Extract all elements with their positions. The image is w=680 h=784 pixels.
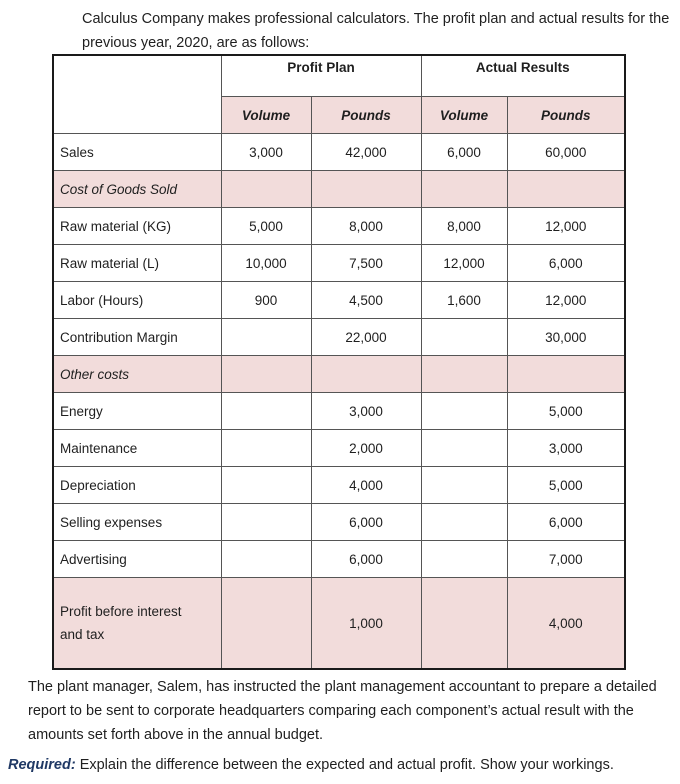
plan-volume-cell [221, 578, 311, 670]
actual-volume-cell: 6,000 [421, 134, 507, 171]
plan-volume-cell: 900 [221, 282, 311, 319]
plan-volume-cell [221, 541, 311, 578]
table-row-labor-hours [53, 282, 625, 319]
plan-pounds-cell: 6,000 [311, 504, 421, 541]
empty-corner-cell [53, 55, 221, 134]
plan-volume-cell [221, 430, 311, 467]
profit-plan-table [52, 54, 626, 670]
row-label: Sales [53, 134, 221, 171]
row-label: Advertising [53, 541, 221, 578]
actual-volume-cell [421, 578, 507, 670]
table-row-advertising [53, 541, 625, 578]
plan-pounds-cell: 7,500 [311, 245, 421, 282]
plan-volume-cell: 3,000 [221, 134, 311, 171]
plan-pounds-cell [311, 171, 421, 208]
required-line [8, 757, 614, 773]
actual-pounds-cell [507, 171, 625, 208]
plan-volume-header: Volume [221, 97, 311, 134]
table-row-maintenance [53, 430, 625, 467]
plan-volume-cell [221, 171, 311, 208]
row-label: Labor (Hours) [53, 282, 221, 319]
plan-volume-cell: 5,000 [221, 208, 311, 245]
row-label: Selling expenses [53, 504, 221, 541]
row-label: Raw material (L) [53, 245, 221, 282]
table-row-profit-before-interest-and-tax [53, 578, 625, 670]
actual-pounds-cell: 5,000 [507, 393, 625, 430]
actual-volume-cell [421, 504, 507, 541]
row-label [53, 578, 221, 670]
plan-volume-cell: 10,000 [221, 245, 311, 282]
row-label: Depreciation [53, 467, 221, 504]
actual-volume-cell [421, 467, 507, 504]
row-label: Contribution Margin [53, 319, 221, 356]
plan-volume-cell [221, 393, 311, 430]
row-label: Maintenance [53, 430, 221, 467]
table-row-raw-material-kg [53, 208, 625, 245]
actual-pounds-cell: 5,000 [507, 467, 625, 504]
actual-volume-cell: 12,000 [421, 245, 507, 282]
table-row-cost-of-goods-sold [53, 171, 625, 208]
table-group-header-row [53, 55, 625, 97]
plan-pounds-header: Pounds [311, 97, 421, 134]
plan-pounds-cell: 3,000 [311, 393, 421, 430]
plan-pounds-cell: 8,000 [311, 208, 421, 245]
actual-pounds-cell: 3,000 [507, 430, 625, 467]
plan-pounds-cell: 22,000 [311, 319, 421, 356]
plan-pounds-cell: 2,000 [311, 430, 421, 467]
table-row-depreciation [53, 467, 625, 504]
actual-volume-cell [421, 171, 507, 208]
plan-volume-cell [221, 319, 311, 356]
row-label: Energy [53, 393, 221, 430]
plan-pounds-cell: 1,000 [311, 578, 421, 670]
actual-pounds-cell: 6,000 [507, 504, 625, 541]
actual-pounds-cell: 7,000 [507, 541, 625, 578]
actual-volume-cell [421, 393, 507, 430]
table-row-selling-expenses [53, 504, 625, 541]
actual-volume-cell [421, 541, 507, 578]
actual-pounds-cell [507, 356, 625, 393]
actual-pounds-cell: 30,000 [507, 319, 625, 356]
plan-volume-cell [221, 356, 311, 393]
actual-pounds-cell: 12,000 [507, 208, 625, 245]
plan-volume-cell [221, 504, 311, 541]
actual-pounds-cell: 4,000 [507, 578, 625, 670]
actual-pounds-cell: 6,000 [507, 245, 625, 282]
row-label: Raw material (KG) [53, 208, 221, 245]
actual-results-header: Actual Results [421, 55, 625, 97]
required-text: Explain the difference between the expected and actual profit. Show your workings. [75, 757, 614, 773]
plan-pounds-cell: 6,000 [311, 541, 421, 578]
actual-volume-cell [421, 430, 507, 467]
table-row-other-costs [53, 356, 625, 393]
required-label: Required: [8, 757, 76, 773]
row-label: Cost of Goods Sold [53, 171, 221, 208]
plan-volume-cell [221, 467, 311, 504]
actual-pounds-cell: 12,000 [507, 282, 625, 319]
actual-pounds-cell: 60,000 [507, 134, 625, 171]
actual-volume-header: Volume [421, 97, 507, 134]
table-row-raw-material-l [53, 245, 625, 282]
actual-volume-cell [421, 319, 507, 356]
profit-plan-header: Profit Plan [221, 55, 421, 97]
plan-pounds-cell: 4,500 [311, 282, 421, 319]
row-label-line-1: Profit before interest [60, 604, 182, 619]
plan-pounds-cell: 42,000 [311, 134, 421, 171]
table-row-sales [53, 134, 625, 171]
actual-volume-cell: 1,600 [421, 282, 507, 319]
actual-volume-cell: 8,000 [421, 208, 507, 245]
plan-pounds-cell: 4,000 [311, 467, 421, 504]
table-row-energy [53, 393, 625, 430]
actual-pounds-header: Pounds [507, 97, 625, 134]
row-label-line-2: and tax [60, 627, 105, 642]
table-row-contribution-margin [53, 319, 625, 356]
plan-pounds-cell [311, 356, 421, 393]
intro-text: Calculus Company makes professional calculators. The profit plan and actual results for the previous year, 2020, are as follows: [82, 11, 670, 51]
row-label: Other costs [53, 356, 221, 393]
actual-volume-cell [421, 356, 507, 393]
instructions-paragraph: The plant manager, Salem, has instructed the plant management accountant to prepare a detailed report to be sent to corporate headquarters comparing each component’s actual result with the amounts set forth above in the annual budget. [28, 679, 657, 743]
